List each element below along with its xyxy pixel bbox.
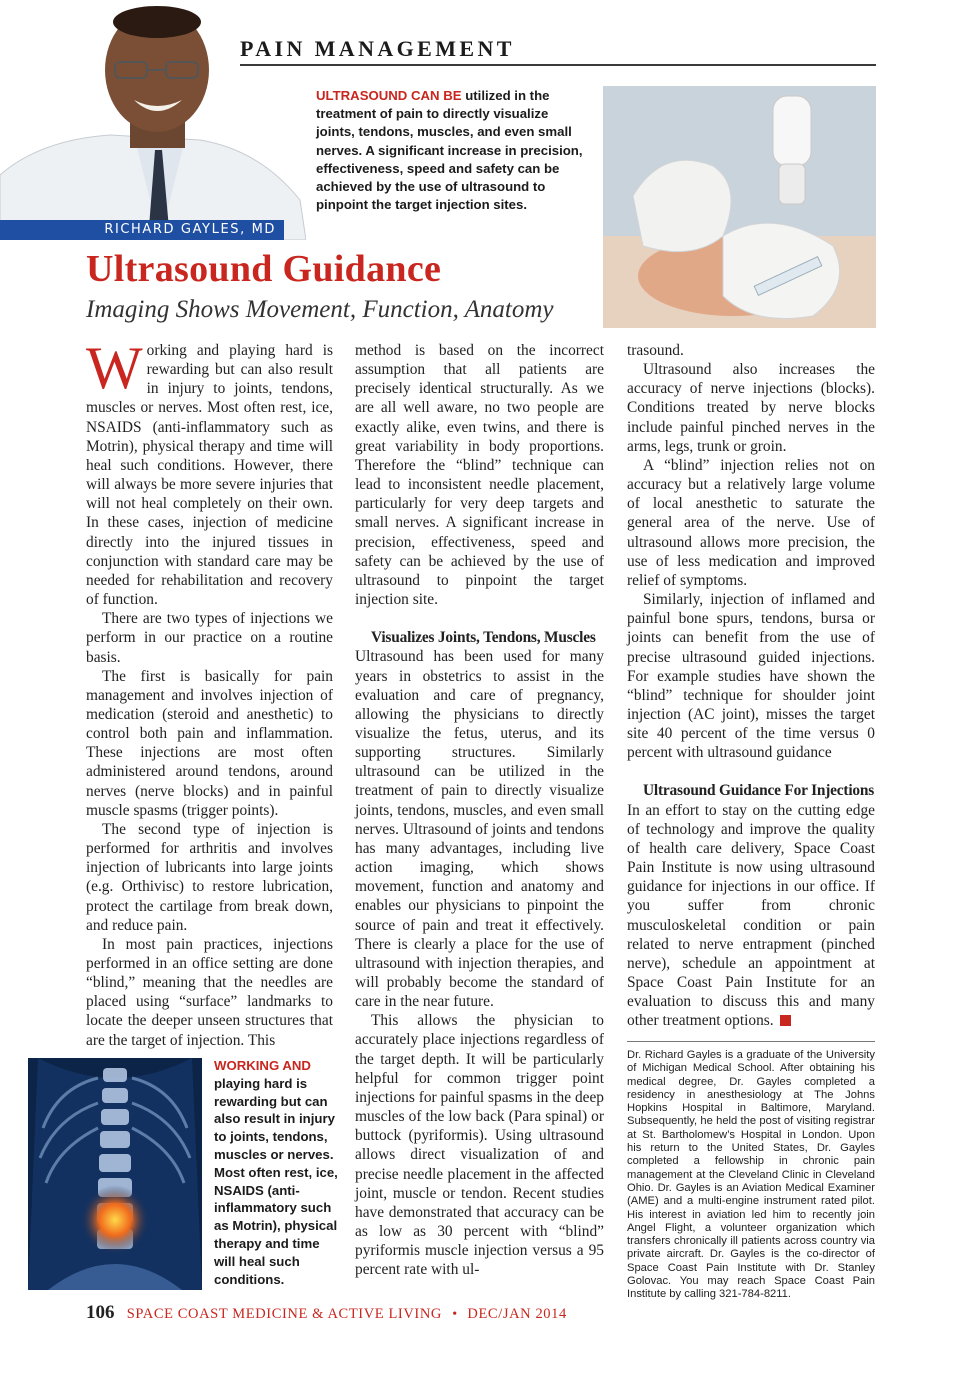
author-name: RICHARD GAYLES, MD bbox=[0, 220, 284, 240]
spine-illustration bbox=[28, 1058, 202, 1290]
paragraph: A “blind” injection relies not on accuracy but a relatively large volume of local anesthetic to saturate the general area of the nerve. Use of ultrasound allows more precision, the use of less medication and improved relief of symptoms. bbox=[627, 456, 875, 589]
header-rule bbox=[240, 64, 876, 66]
page-number: 106 bbox=[86, 1302, 115, 1323]
article-column-2 bbox=[355, 341, 604, 1280]
intro-lead: ULTRASOUND CAN BE bbox=[316, 88, 462, 103]
paragraph: The second type of injection is performed for arthritis and involves injection of lubricants into large joints (e.g. Orthivisc) to restore lubrication, protect the cartilage from break down, and reduce pain. bbox=[86, 820, 333, 934]
paragraph: Working and playing hard is rewarding but can also result in injury to joints, tendons, muscles or nerves. Most often rest, ice, NSAIDS (anti-inflammatory such as Motrin), physical therapy and time will heal such conditions. However, there will always be more severe injuries that will not heal completely on their own. In these cases, injection of medicine directly into the injured tissues in conjunction with standard care may be needed for rehabilitation and recovery of function. bbox=[86, 335, 333, 609]
intro-text bbox=[316, 87, 586, 214]
paragraph: Similarly, injection of inflamed and painful bone spurs, tendons, bursa or joints can benefit from the use of precise ultrasound guided injections. For example studies have shown the “blind” technique for shoulder joint injection (AC joint), misses the target site 40 percent of the time versus 0 percent with ultrasound guidance bbox=[627, 591, 875, 762]
paragraph: This allows the physician to accurately place injections regardless of the target depth. It will be particularly helpful for common trigger point injections for painful spasms in the deep muscles of the low back (Para spinal) or buttock (pyriformis). Using ultrasound allows direct visualization of and precise needle placement in the affected joint, muscle or tendon. Recent studies have demonstrated that accuracy can be as low as 30 percent with “blind” pyriformis muscle injection versus a 95 percent rate with ul- bbox=[355, 1012, 604, 1279]
paragraph: In most pain practices, injections performed in an office setting are done “blind,” meaning that the needles are placed using “surface” landmarks to locate the deeper unseen structures that are the target of injection. This bbox=[86, 935, 333, 1049]
article-column-3 bbox=[627, 341, 875, 1030]
subhead-visualizes: Visualizes Joints, Tendons, Muscles bbox=[371, 629, 596, 647]
paragraph: In an effort to stay on the cutting edge of technology and improve the quality of health care delivery, Space Coast Pain Institute is now using ultrasound guidance for injections in our office. If you suffer from chronic musculoskeletal condition or pain related to nerve entrapment (pinched nerve), schedule an appointment at Space Coast Pain Institute for an evaluation to discuss this and many other treatment options. bbox=[627, 801, 875, 1030]
paragraph: trasound. bbox=[627, 342, 684, 359]
article-title: Ultrasound Guidance bbox=[86, 248, 442, 290]
page-footer bbox=[86, 1302, 567, 1324]
subhead-guidance: Ultrasound Guidance For Injections bbox=[643, 782, 875, 800]
pull-quote-body: playing hard is rewarding but can also result in injury to joints, tendons, muscles or nerves. Most often rest, ice, NSAIDS (anti-inflammatory such as Motrin), physical therapy and time will heal such conditions. bbox=[214, 1075, 338, 1287]
issue-date: DEC/JAN 2014 bbox=[467, 1306, 567, 1322]
paragraph: There are two types of injections we perform in our practice on a routine basis. bbox=[86, 610, 333, 666]
article-column-1 bbox=[86, 335, 333, 1050]
end-mark-icon bbox=[780, 1015, 791, 1026]
bio-divider bbox=[627, 1041, 875, 1042]
paragraph: Ultrasound also increases the accuracy of nerve injections (blocks). Conditions treated by nerve blocks include painful pinched nerves in the arms, legs, trunk or groin. bbox=[627, 361, 875, 455]
intro-body: utilized in the treatment of pain to directly visualize joints, tendons, muscles, and even small nerves. A significant increase in precision, effectiveness, speed and safety can be achieved by the use of ultrasound to pinpoint the target injection sites. bbox=[316, 88, 583, 213]
paragraph: Ultrasound has been used for many years in obstetrics to assist in the evaluation and care of pregnancy, allowing the physicians to directly visualize the fetus, uterus, and its supporting structures. Similarly ultrasound can be utilized in the treatment of pain to directly visualize joints, tendons, muscles, and even small nerves. Ultrasound of joints and tendons has many advantages, including live action imaging, which shows movement, function and anatomy and enables our physicians to pinpoint the source of pain and treat it effectively. There is clearly a place for the use of ultrasound with injection therapies, and will probably become the standard of care in the near future. bbox=[355, 648, 604, 1011]
drop-cap: W bbox=[86, 335, 143, 401]
author-bio: Dr. Richard Gayles is a graduate of the University of Michigan Medical School. After obtaining his medical degree, Dr. Gayles completed a residency in anesthesiology at The Johns Hopkins Hospital in Baltimore, Maryland. Subsequently, he held the post of visiting registrar at St. Bartholomew’s Hospital in London. Upon his return to the United States, Dr. Gayles completed a fellowship in chronic pain management at the Cleveland Clinic in Cleveland Ohio. Dr. Gayles is an Aviation Medical Examiner (AME) and a multi-engine instrument rated pilot. His interest in aviation led him to recently join Angel Flight, a volunteer organization which transfers chronically ill patients across country via private aircraft. Dr. Gayles is the co-director of Space Coast Pain Institute with Dr. Stanley Golovac. You may reach Space Coast Pain Institute by calling 321-784-8211. bbox=[627, 1049, 875, 1301]
pull-quote bbox=[214, 1057, 340, 1288]
section-header: PAIN MANAGEMENT bbox=[240, 36, 515, 61]
publication-name: SPACE COAST MEDICINE & ACTIVE LIVING bbox=[126, 1306, 442, 1322]
ultrasound-injection-photo bbox=[603, 86, 876, 328]
footer-separator: • bbox=[452, 1307, 458, 1322]
paragraph: The first is basically for pain management and involves injection of medication (steroid and anesthetic) to control both pain and inflammation. These injections are most often administered around tendons, around nerves (nerve blocks) and in painful muscle spasms (trigger points). bbox=[86, 667, 333, 819]
paragraph: method is based on the incorrect assumption that all patients are precisely identical structurally. As we are all well aware, no two people are exactly alike, even twins, and there is great variability in body proportions. Therefore the “blind” technique can lead to inconsistent needle placement, particularly for very deep targets and small nerves. A significant increase in precision, effectiveness, speed and safety can be achieved by the use of ultrasound to pinpoint the target injection site. bbox=[355, 342, 604, 609]
article-subtitle: Imaging Shows Movement, Function, Anatomy bbox=[86, 296, 554, 323]
pull-quote-lead: WORKING AND bbox=[214, 1058, 311, 1073]
